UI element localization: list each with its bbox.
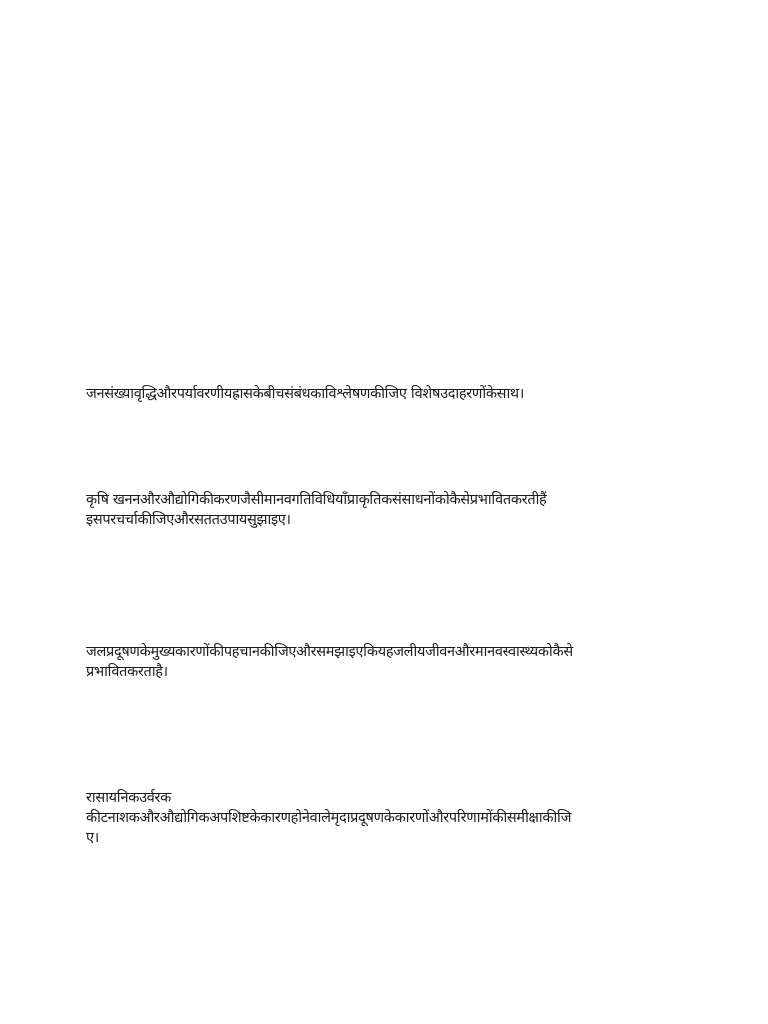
question-paragraph-4 — [86, 788, 686, 848]
paragraph-line: कीटनाशकऔरऔद्योगिकअपशिष्टकेकारणहोनेवालेमृदाप्रदूषणकेकारणोंऔरपरिणामोंकीसमीक्षाकीजि — [86, 810, 572, 826]
question-paragraph-3 — [86, 642, 686, 682]
paragraph-line: जलप्रदूषणकेमुख्यकारणोंकीपहचानकीजिएऔरसमझाइएकियहजलीयजीवनऔरमानवस्वास्थ्यकोकैसे — [86, 644, 573, 660]
paragraph-line: जनसंख्यावृद्धिऔरपर्यावरणीयह्रासकेबीचसंबंधकाविश्लेषणकीजिए विशेषउदाहरणोंकेसाथ। — [86, 386, 525, 402]
paragraph-line: ए। — [86, 830, 99, 846]
paragraph-line: इसपरचर्चाकीजिएऔरसततउपायसुझाइए। — [86, 512, 291, 528]
paragraph-line: रासायनिकउर्वरक — [86, 790, 171, 806]
question-paragraph-1 — [86, 384, 686, 404]
paragraph-line: कृषि खननऔरऔद्योगिकीकरणजैसीमानवगतिविधियाँप्राकृतिकसंसाधनोंकोकैसेप्रभावितकरतीहैं — [86, 492, 547, 508]
paragraph-line: प्रभावितकरताहै। — [86, 664, 168, 680]
question-paragraph-2 — [86, 490, 686, 530]
